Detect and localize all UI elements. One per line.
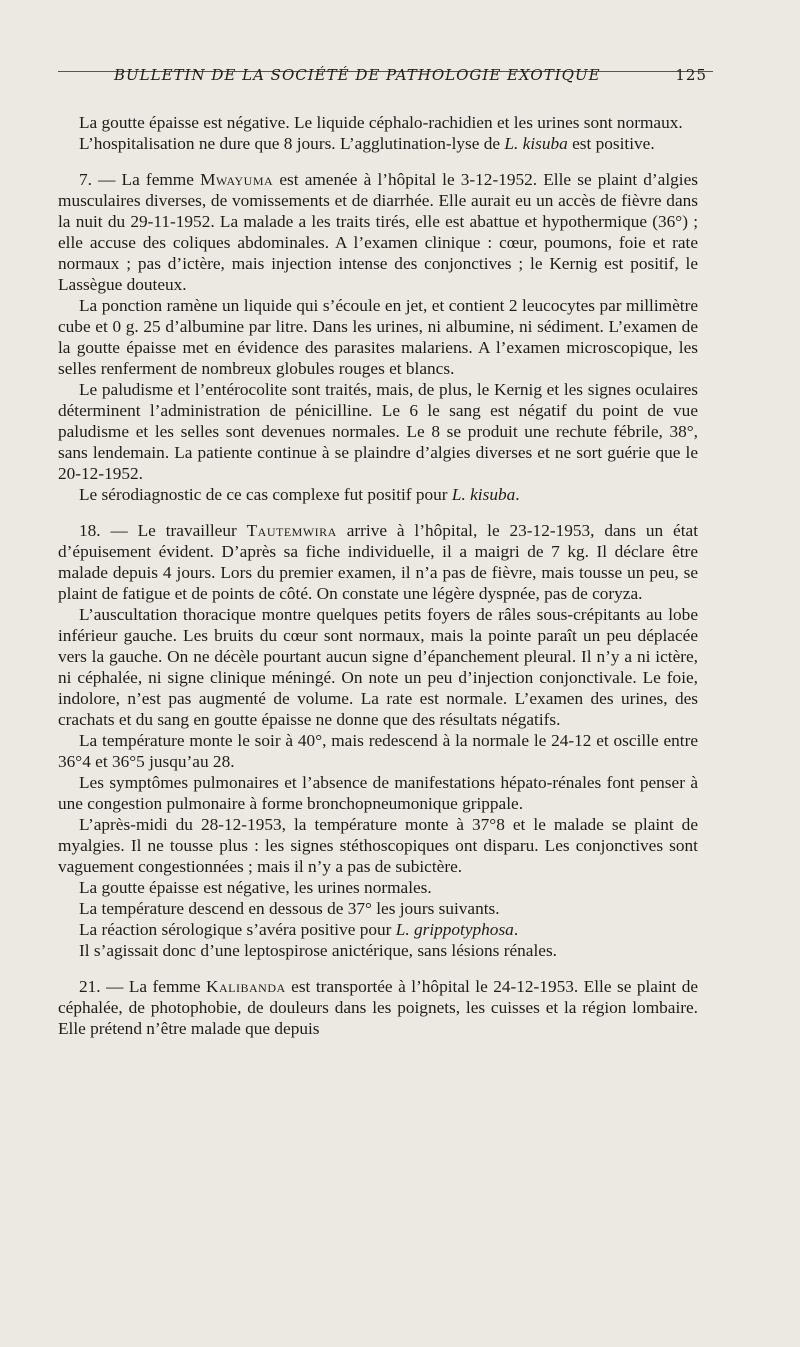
case-7-paragraph: 7. — La femme Mwayuma est amenée à l’hôpital le 3-12-1952. Elle se plaint d’algies musculaires diverses, de vomissements et de diarrhée. Elle aurait eu un accès de fièvre dans la nuit du 29-11-1952. La malade a les traits tirés, elle est abattue et hypothermique (36°) ; elle accuse des coliques abdominales. A l’examen clinique : cœur, poumons, foie et rate normaux ; pas d’ictère, mais injection intense des conjonctives ; le Kernig est positif, le Lassègue douteux.	[58, 170, 698, 294]
paragraph: Il s’agissait donc d’une leptospirose anictérique, sans lésions rénales.	[79, 941, 557, 960]
journal-title: BULLETIN DE LA SOCIÉTÉ DE PATHOLOGIE EXOTIQUE	[114, 66, 601, 84]
paragraph: La goutte épaisse est négative. Le liquide céphalo-rachidien et les urines sont normaux.	[79, 113, 683, 132]
paragraph: La réaction sérologique s’avéra positive pour L. grippotyphosa.	[79, 920, 519, 939]
paragraph: L’après-midi du 28-12-1953, la température monte à 37°8 et le malade se plaint de myalgies. Il ne tousse plus : les signes stéthoscopiques ont disparu. Les conjonctives sont vaguement congestionnées ; mais il n’y a pas de subictère.	[58, 815, 698, 876]
paragraph: La température monte le soir à 40°, mais redescend à la normale le 24-12 et oscille entre 36°4 et 36°5 jusqu’au 28.	[58, 731, 698, 771]
paragraph: L’auscultation thoracique montre quelques petits foyers de râles sous-crépitants au lobe inférieur gauche. Les bruits du cœur sont normaux, mais la pointe paraît un peu déplacée vers la gauche. On ne décèle pourtant aucun signe d’épanchement pleural. Il n’y a ni ictère, ni céphalée, ni signe clinique méningé. On note un peu d’injection conjonctivale. Le foie, indolore, n’est pas augmenté de volume. La rate est normale. L’examen des urines, des crachats et du sang en goutte épaisse ne donne que des résultats négatifs.	[58, 605, 698, 729]
paragraph: Les symptômes pulmonaires et l’absence de manifestations hépato-rénales font penser à une congestion pulmonaire à forme bronchopneumonique grippale.	[58, 773, 698, 813]
paragraph: L’hospitalisation ne dure que 8 jours. L’agglutination-lyse de L. kisuba est positive.	[79, 134, 655, 153]
paragraph: La ponction ramène un liquide qui s’écoule en jet, et contient 2 leucocytes par millimètre cube et 0 g. 25 d’albumine par litre. Dans les urines, ni albumine, ni sédiment. L’examen de la goutte épaisse met en évidence des parasites malariens. A l’examen microscopique, les selles renferment de nombreux globules rouges et blancs.	[58, 296, 698, 378]
paragraph: La température descend en dessous de 37° les jours suivants.	[79, 899, 500, 918]
case-21-paragraph: 21. — La femme Kalibanda est transportée à l’hôpital le 24-12-1953. Elle se plaint de céphalée, de photophobie, de douleurs dans les poignets, les cuisses et la région lombaire. Elle prétend n’être malade que depuis	[58, 977, 698, 1038]
page-number: 125	[675, 66, 707, 84]
paragraph: La goutte épaisse est négative, les urines normales.	[79, 878, 432, 897]
body-text	[58, 112, 698, 1039]
case-18-paragraph: 18. — Le travailleur Tautemwira arrive à l’hôpital, le 23-12-1953, dans un état d’épuisement évident. D’après sa fiche individuelle, il a maigri de 7 kg. Il déclare être malade depuis 4 jours. Lors du premier examen, il n’a pas de fièvre, mais tousse un peu, se plaint de fatigue et de points de côté. On constate une légère dyspnée, pas de coryza.	[58, 521, 698, 603]
running-header	[58, 62, 713, 84]
paragraph: Le sérodiagnostic de ce cas complexe fut positif pour L. kisuba.	[79, 485, 520, 504]
paragraph: Le paludisme et l’entérocolite sont traités, mais, de plus, le Kernig et les signes oculaires déterminent l’administration de pénicilline. Le 6 le sang est négatif du point de vue paludisme et les selles sont devenues normales. Le 8 se produit une rechute fébrile, 38°, sans lendemain. La patiente continue à se plaindre d’algies diverses et ne sort guérie que le 20-12-1952.	[58, 380, 698, 483]
